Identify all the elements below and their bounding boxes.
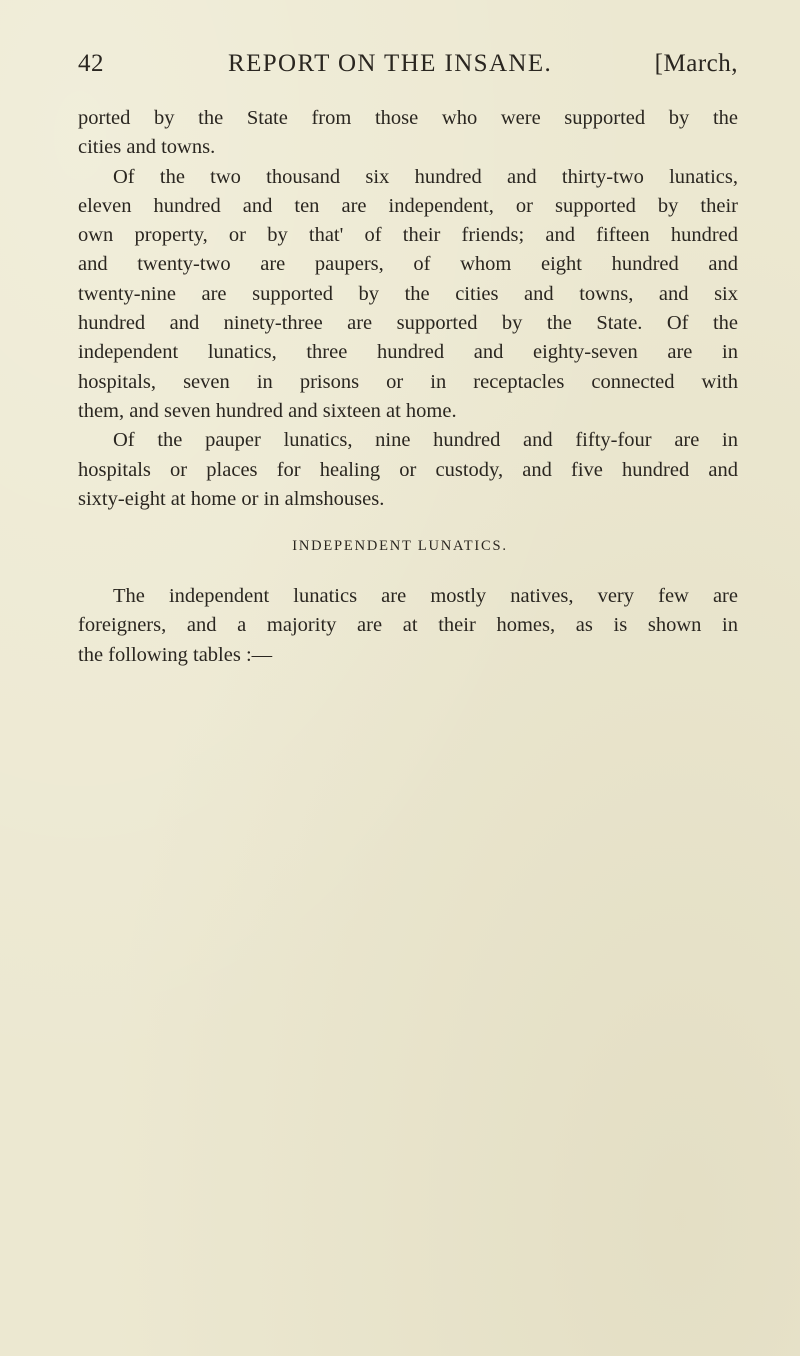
body-text-lower: [78, 582, 738, 670]
text-line: Of the two thousand six hundred and thirty-two lunatics,: [113, 165, 738, 188]
text-line: foreigners, and a majority are at their homes, as is shown in: [78, 614, 738, 637]
text-line: cities and towns.: [78, 136, 216, 159]
page-header: [78, 50, 738, 86]
text-line: hospitals, seven in prisons or in receptacles connected with: [78, 370, 738, 393]
text-line: Of the pauper lunatics, nine hundred and fifty-four are in: [113, 429, 738, 452]
text-line: them, and seven hundred and sixteen at home.: [78, 399, 457, 422]
text-line: hundred and ninety-three are supported by the State. Of the: [78, 312, 738, 335]
paragraph: [78, 104, 738, 163]
text-line: eleven hundred and ten are independent, or supported by their: [78, 194, 738, 217]
page-number: 42: [78, 50, 104, 77]
running-title: REPORT ON THE INSANE.: [228, 50, 553, 77]
text-line: and twenty-two are paupers, of whom eight hundred and: [78, 253, 738, 276]
body-text-upper: [78, 104, 738, 514]
text-line: sixty-eight at home or in almshouses.: [78, 487, 385, 510]
text-line: twenty-nine are supported by the cities and towns, and six: [78, 282, 738, 305]
header-date: [March,: [654, 50, 738, 77]
paragraph: [78, 582, 738, 670]
text-line: ported by the State from those who were supported by the: [78, 107, 738, 129]
text-line: hospitals or places for healing or custody, and five hundred and: [78, 458, 738, 481]
text-line: independent lunatics, three hundred and eighty-seven are in: [78, 341, 738, 364]
text-line: the following tables :—: [78, 643, 273, 666]
text-line: The independent lunatics are mostly natives, very few are: [113, 585, 738, 607]
section-heading: INDEPENDENT LUNATICS.: [292, 538, 508, 554]
paragraph: [78, 163, 738, 427]
paragraph: [78, 426, 738, 514]
text-line: own property, or by that' of their friends; and fifteen hundred: [78, 224, 738, 247]
